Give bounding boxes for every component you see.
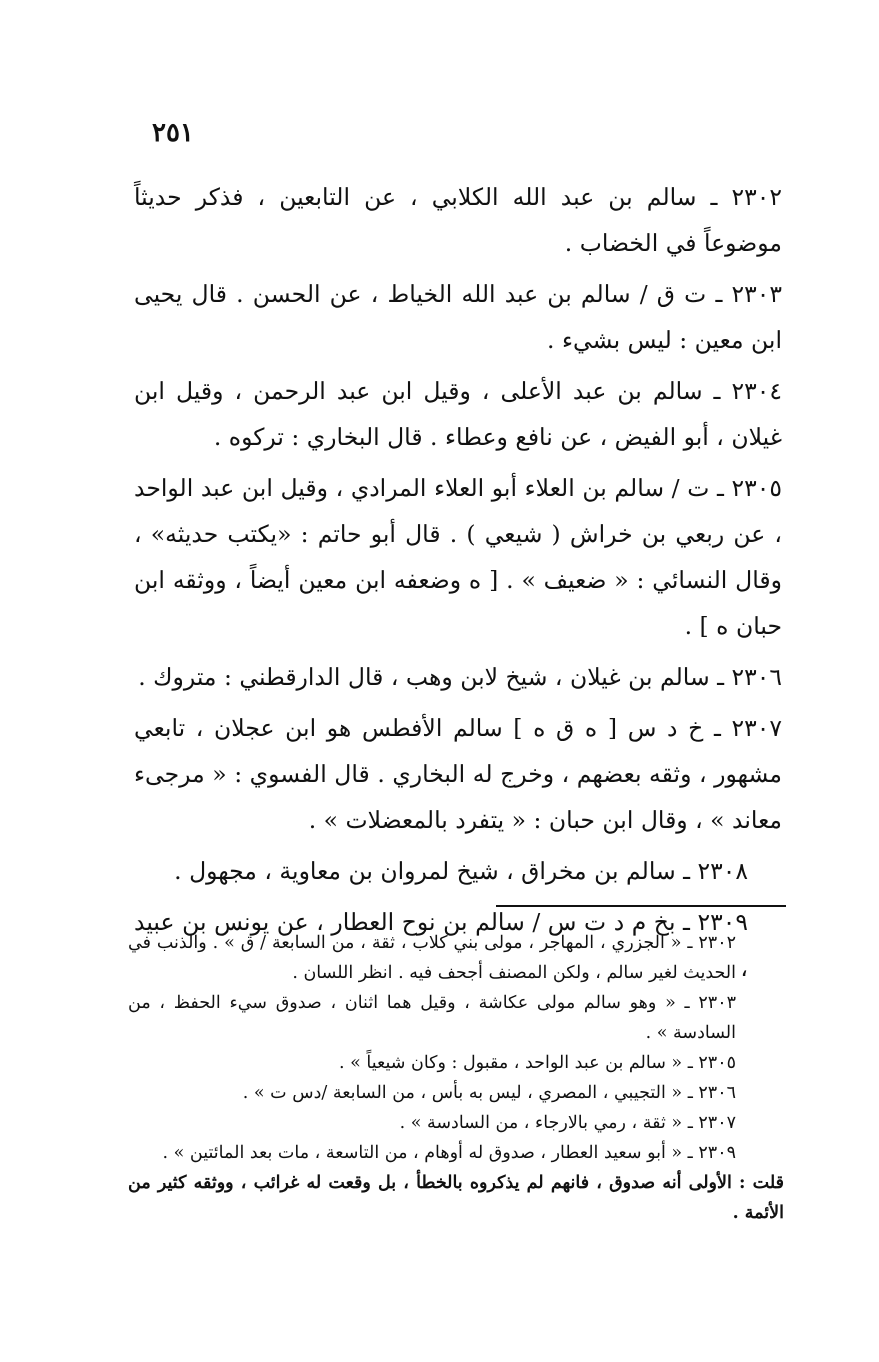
footnote-2303: ٢٣٠٣ ـ « وهو سالم مولى عكاشة ، وقيل هما اثنان ، صدوق سيء الحفظ ، من السادسة » . (128, 993, 736, 1043)
footnote-2302: ٢٣٠٢ ـ « الجزري ، المهاجر ، مولى بني كلاب ، ثقة ، من السابعة / ق » . والذنب في الحديث لغير سالم ، ولكن المصنف أجحف فيه . انظر اللسان . (128, 933, 736, 983)
entry-2305: ٢٣٠٥ ـ ت / سالم بن العلاء أبو العلاء المرادي ، وقيل ابن عبد الواحد ، عن ربعي بن خراش ( شيعي ) . قال أبو حاتم : «يكتب حديثه» ، وقال النسائي : « ضعيف » . [ ه وضعفه ابن معين أيضاً ، ووثقه ابن حبان ه ] . (134, 474, 782, 640)
entry-2308: ٢٣٠٨ ـ سالم بن مخراق ، شيخ لمروان بن معاوية ، مجهول . (174, 857, 748, 885)
entry-2307: ٢٣٠٧ ـ خ د س [ ه ق ه ] سالم الأفطس هو ابن عجلان ، تابعي مشهور ، وثقه بعضهم ، وخرج له البخاري . قال الفسوي : « مرجىء معاند » ، وقال ابن حبان : « يتفرد بالمعضلات » . (134, 714, 782, 834)
footnote-2309: ٢٣٠٩ ـ « أبو سعيد العطار ، صدوق له أوهام ، من التاسعة ، مات بعد المائتين » . (162, 1143, 736, 1163)
footnotes (128, 928, 784, 1228)
entry-2309: ٢٣٠٩ ـ بخ م د ت س / سالم بن نوح العطار ، عن يونس بن عبيد ، (134, 908, 748, 982)
footnote-2306: ٢٣٠٦ ـ « التجيبي ، المصري ، ليس به بأس ، من السابعة /دس ت » . (242, 1083, 736, 1103)
main-entries (134, 174, 782, 996)
entry-2304: ٢٣٠٤ ـ سالم بن عبد الأعلى ، وقيل ابن عبد الرحمن ، وقيل ابن غيلان ، أبو الفيض ، عن نافع وعطاء . قال البخاري : تركوه . (134, 377, 782, 451)
entry-2306: ٢٣٠٦ ـ سالم بن غيلان ، شيخ لابن وهب ، قال الدارقطني : متروك . (138, 663, 782, 691)
footnote-2307: ٢٣٠٧ ـ « ثقة ، رمي بالارجاء ، من السادسة » . (399, 1113, 736, 1133)
footnote-divider (496, 905, 786, 907)
entry-2303: ٢٣٠٣ ـ ت ق / سالم بن عبد الله الخياط ، عن الحسن . قال يحيى ابن معين : ليس بشيء . (134, 280, 782, 354)
footnote-remark: قلت : الأولى أنه صدوق ، فانهم لم يذكروه بالخطأ ، بل وقعت له غرائب ، ووثقه كثير من الأئمة . (128, 1173, 784, 1223)
page-number: ٢٥١ (152, 118, 194, 148)
footnote-2305: ٢٣٠٥ ـ « سالم بن عبد الواحد ، مقبول : وكان شيعياً » . (339, 1053, 736, 1073)
entry-2302: ٢٣٠٢ ـ سالم بن عبد الله الكلابي ، عن التابعين ، فذكر حديثاً موضوعاً في الخضاب . (134, 183, 782, 257)
